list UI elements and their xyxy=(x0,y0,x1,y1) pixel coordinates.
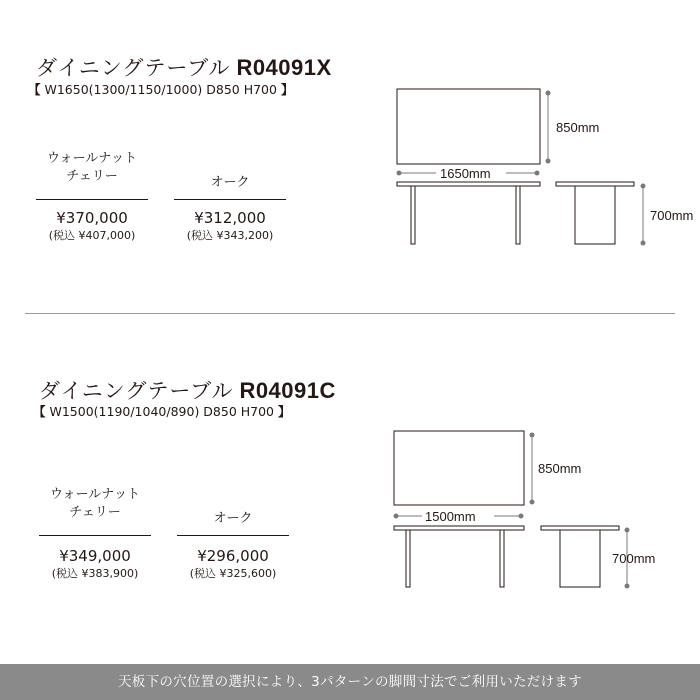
dimension-dot xyxy=(530,433,535,438)
finish-label-line2: チェリー xyxy=(66,169,118,184)
price-value: ¥370,000 xyxy=(56,209,128,227)
price-value: ¥296,000 xyxy=(197,547,269,565)
table-dimension-diagram xyxy=(0,0,700,300)
finish-label-line1: オーク xyxy=(210,175,250,190)
dimension-dot xyxy=(535,171,540,176)
price-tax-included: (税込 ¥343,200) xyxy=(186,229,274,242)
table-side-view xyxy=(541,526,619,587)
product-title-jp: ダイニングテーブル xyxy=(36,56,231,80)
finish-label-line1: ウォールナット xyxy=(47,151,137,166)
table-dimension-diagram xyxy=(0,340,700,640)
finish-label-line1: ウォールナット xyxy=(50,487,140,502)
dimension-dot xyxy=(641,184,646,189)
dimension-dot xyxy=(519,514,524,519)
finish-label-line1: オーク xyxy=(213,511,253,526)
table-top-view xyxy=(397,89,540,164)
dimension-dot xyxy=(394,514,399,519)
price-tax-included: (税込 ¥407,000) xyxy=(48,229,136,242)
product-r04091x xyxy=(0,0,700,300)
table-side-view xyxy=(556,182,634,244)
product-r04091c xyxy=(0,340,700,640)
product-title-jp: ダイニングテーブル xyxy=(39,379,234,403)
section-divider xyxy=(25,313,675,314)
size-spec-close-bracket: 】 xyxy=(280,82,294,97)
dimension-dot xyxy=(625,528,630,533)
dimension-dot xyxy=(625,584,630,589)
footer-note: 天板下の穴位置の選択により、3パターンの脚間寸法でご利用いただけます xyxy=(0,664,700,700)
size-spec-text: W1650(1300/1150/1000) D850 H700 xyxy=(40,82,281,97)
price-tax-included: (税込 ¥383,900) xyxy=(51,567,139,580)
dimension-dot xyxy=(546,159,551,164)
dimension-dot xyxy=(641,241,646,246)
product-model-number: R04091C xyxy=(239,378,336,403)
price-value: ¥312,000 xyxy=(194,209,266,227)
dimension-dot xyxy=(546,91,551,96)
size-spec-open-bracket: 【 xyxy=(28,82,41,97)
finish-label-line2: チェリー xyxy=(69,505,121,520)
size-spec-text: W1500(1190/1040/890) D850 H700 xyxy=(45,404,278,419)
width-dimension-label: 1500mm xyxy=(425,509,476,524)
table-front-view xyxy=(397,182,540,244)
height-dimension-label: 700mm xyxy=(612,551,656,566)
dimension-dot xyxy=(397,171,402,176)
width-dimension-label: 1650mm xyxy=(440,166,491,181)
table-top-view xyxy=(394,431,524,505)
price-value: ¥349,000 xyxy=(59,547,131,565)
size-spec-close-bracket: 】 xyxy=(277,404,291,419)
price-tax-included: (税込 ¥325,600) xyxy=(189,567,277,580)
height-dimension-label: 700mm xyxy=(650,208,694,223)
product-model-number: R04091X xyxy=(236,55,332,80)
dimension-dot xyxy=(530,500,535,505)
size-spec-open-bracket: 【 xyxy=(33,404,46,419)
depth-dimension-label: 850mm xyxy=(556,120,600,135)
table-front-view xyxy=(394,526,524,587)
depth-dimension-label: 850mm xyxy=(538,461,582,476)
